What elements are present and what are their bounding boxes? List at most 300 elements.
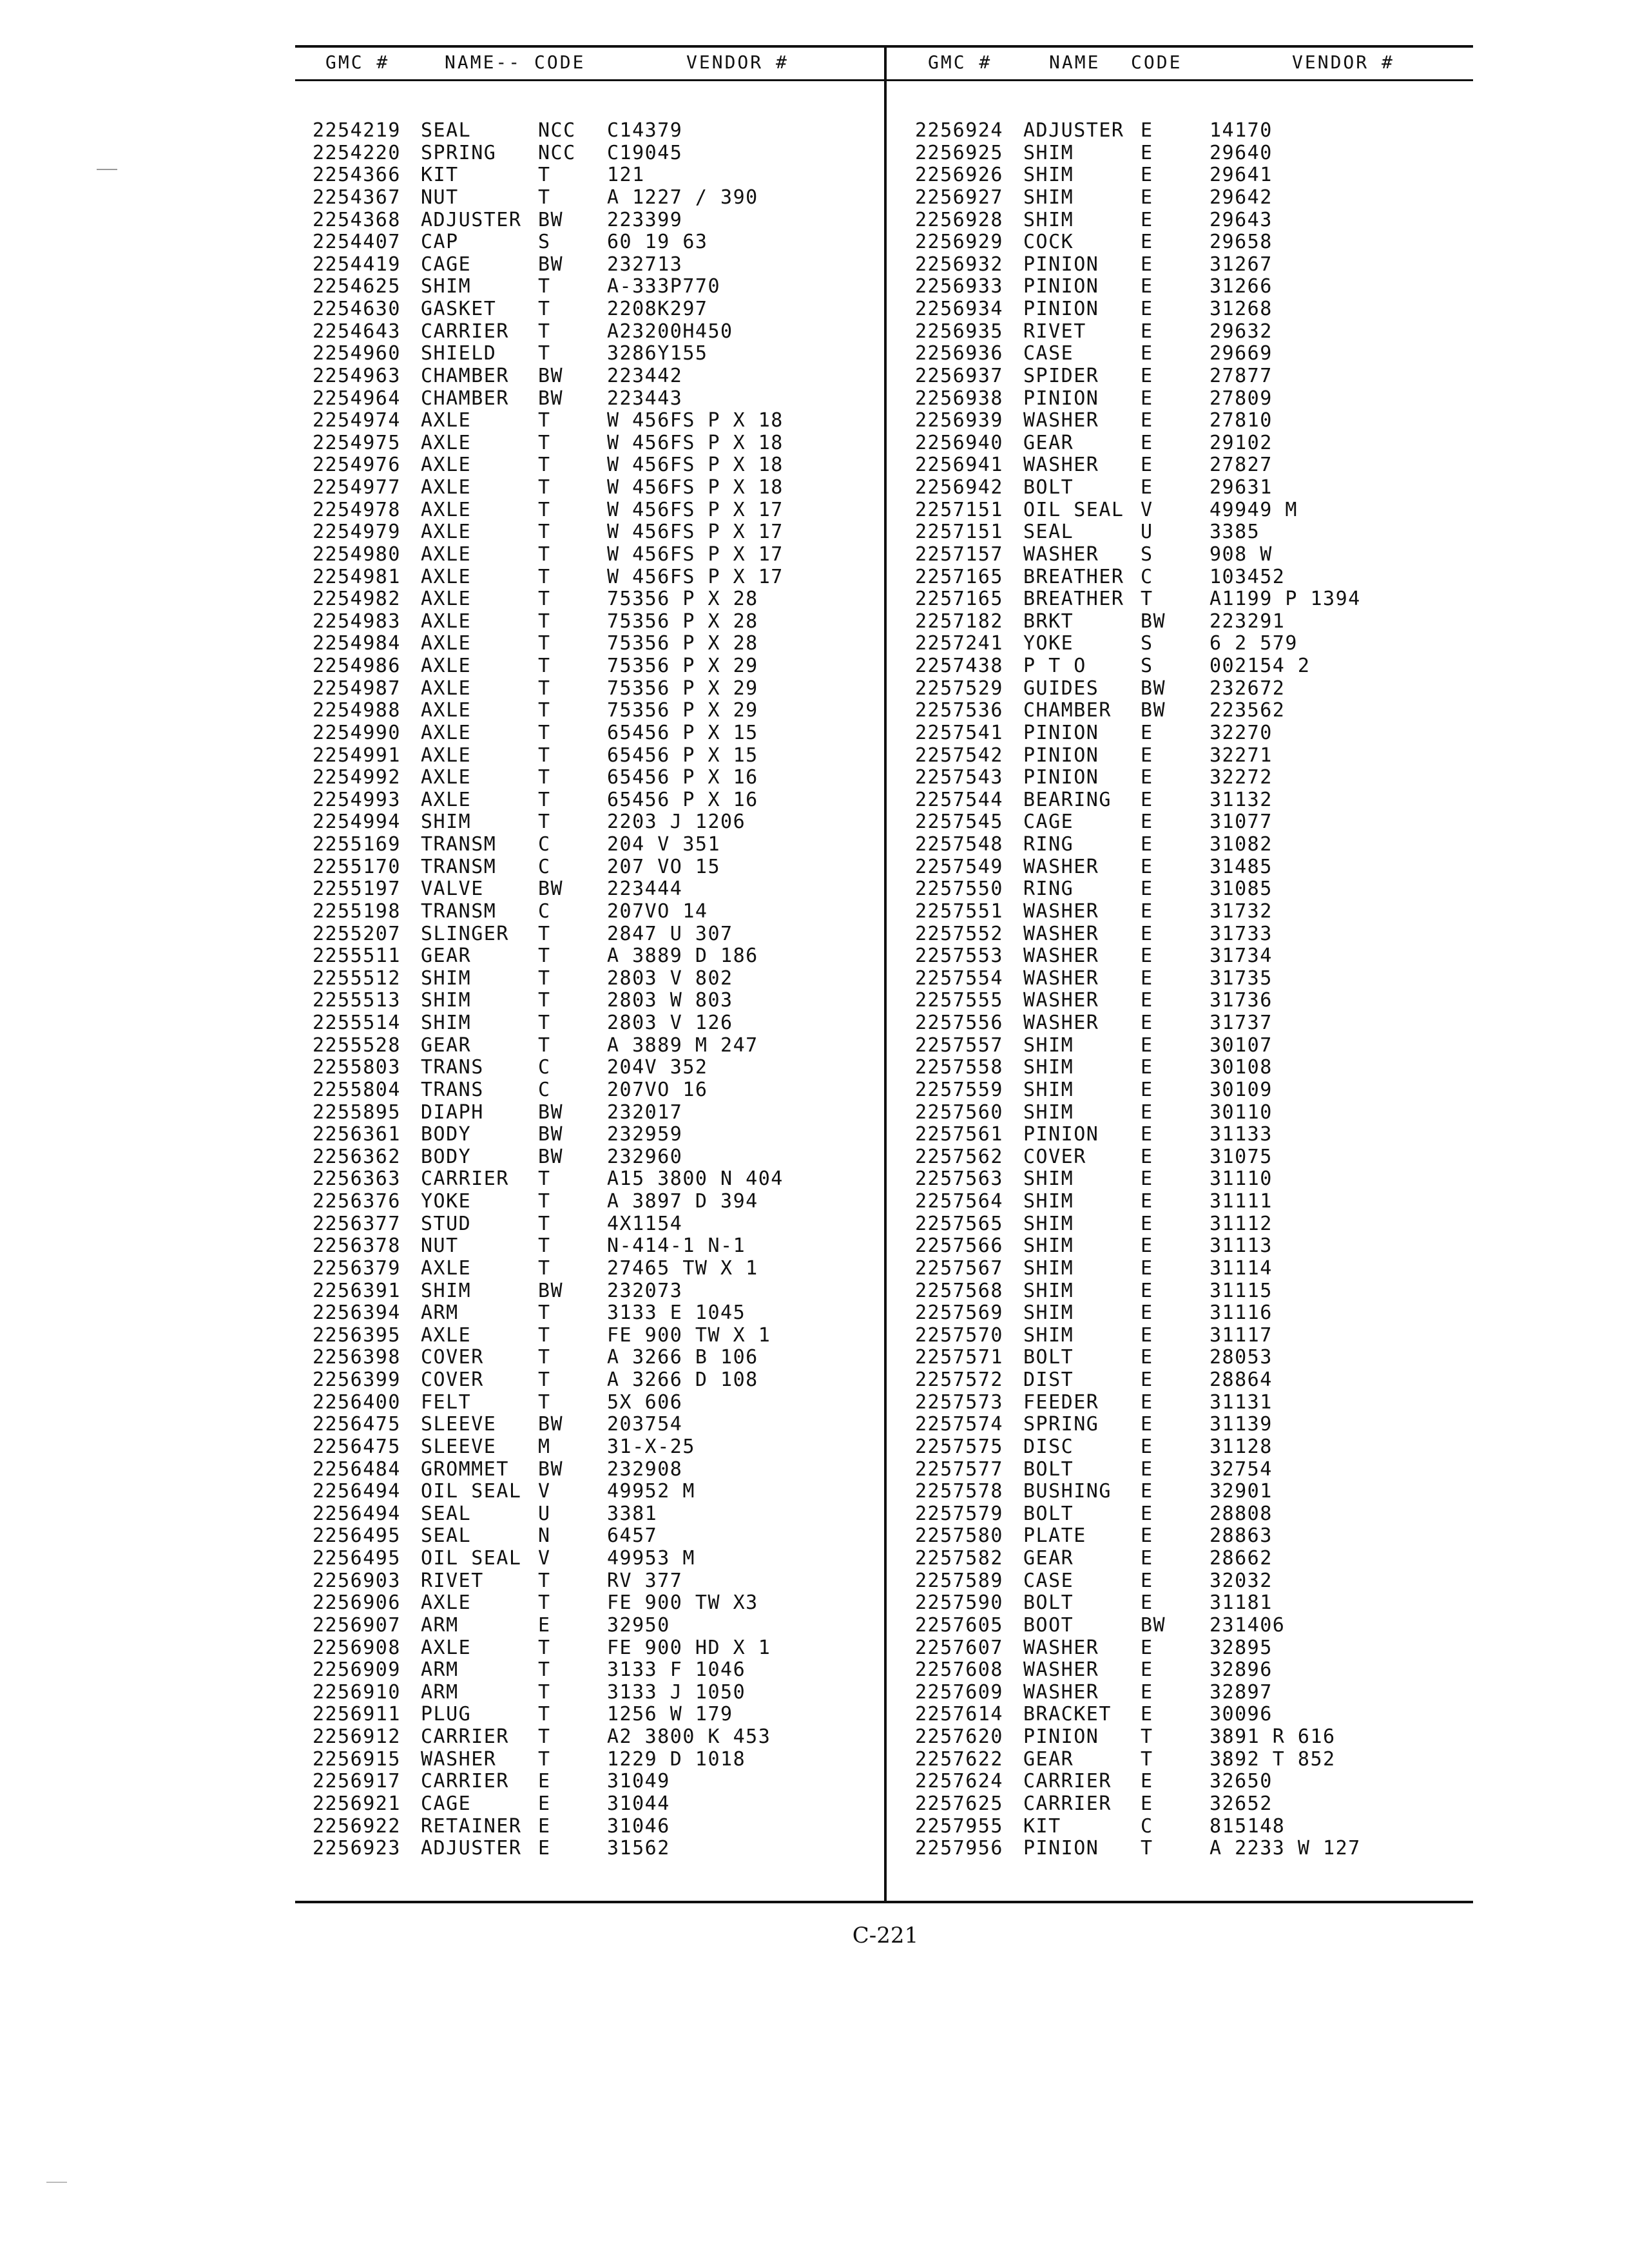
part-code: T — [538, 655, 551, 677]
part-code: T — [538, 766, 551, 789]
part-vendor: 2803 V 802 — [607, 966, 733, 990]
part-code: E — [1141, 298, 1153, 320]
part-code: T — [538, 966, 551, 990]
part-vendor: 6 2 579 — [1210, 632, 1298, 655]
part-code: T — [538, 476, 551, 499]
part-vendor: 28053 — [1210, 1346, 1273, 1369]
part-name: OIL SEAL — [421, 1480, 522, 1503]
part-gmc: 2254994 — [313, 811, 401, 834]
part-name: PINION — [1023, 253, 1099, 276]
part-vendor: 29640 — [1210, 141, 1273, 164]
part-gmc: 2256921 — [313, 1792, 401, 1815]
part-code: E — [538, 1770, 551, 1793]
part-vendor: 29643 — [1210, 208, 1273, 231]
part-gmc: 2257555 — [915, 989, 1003, 1012]
part-gmc: 2257182 — [915, 610, 1003, 633]
part-name: PINION — [1023, 275, 1099, 298]
part-row — [313, 343, 880, 365]
part-name: SHIM — [1023, 1190, 1074, 1213]
part-name: WASHER — [1023, 855, 1099, 878]
part-row — [915, 1280, 1482, 1303]
part-name: WASHER — [1023, 922, 1099, 945]
part-name: GEAR — [1023, 1547, 1074, 1570]
part-row — [313, 700, 880, 722]
part-row — [915, 1682, 1482, 1704]
right-parts-list — [915, 120, 1482, 1860]
part-gmc: 2255528 — [313, 1033, 401, 1057]
part-name: BRKT — [1023, 610, 1074, 633]
part-vendor: 31111 — [1210, 1190, 1273, 1213]
part-name: WASHER — [1023, 945, 1099, 968]
part-row — [915, 1459, 1482, 1481]
part-row — [313, 767, 880, 789]
part-vendor: 49953 M — [607, 1547, 695, 1570]
part-gmc: 2257545 — [915, 811, 1003, 834]
part-row — [313, 745, 880, 767]
part-gmc: 2257589 — [915, 1569, 1003, 1592]
part-name: PLUG — [421, 1703, 472, 1726]
part-code: E — [1141, 1212, 1153, 1235]
part-name: AXLE — [421, 565, 472, 588]
part-name: PINION — [1023, 721, 1099, 744]
part-row — [313, 1704, 880, 1726]
part-vendor: W 456FS P X 17 — [607, 521, 784, 544]
part-code: E — [1141, 454, 1153, 477]
part-code: T — [538, 1725, 551, 1748]
part-name: AXLE — [421, 588, 472, 611]
part-name: ADJUSTER — [1023, 119, 1124, 142]
part-gmc: 2256926 — [915, 164, 1003, 187]
part-name: CARRIER — [421, 1770, 509, 1793]
part-gmc: 2257536 — [915, 699, 1003, 722]
part-code: T — [538, 1390, 551, 1414]
part-gmc: 2256940 — [915, 431, 1003, 454]
part-name: VALVE — [421, 878, 484, 901]
part-vendor: 815148 — [1210, 1814, 1286, 1838]
part-code: BW — [538, 1145, 564, 1168]
part-name: AXLE — [421, 1636, 472, 1659]
part-code: T — [538, 1346, 551, 1369]
part-vendor: W 456FS P X 18 — [607, 409, 784, 432]
part-code: NCC — [538, 119, 576, 142]
part-code: E — [1141, 387, 1153, 410]
part-code: E — [1141, 141, 1153, 164]
part-vendor: 223291 — [1210, 610, 1286, 633]
part-vendor: 30109 — [1210, 1078, 1273, 1101]
part-vendor: 75356 P X 28 — [607, 588, 758, 611]
part-code: M — [538, 1435, 551, 1458]
part-row — [313, 254, 880, 276]
part-vendor: 6457 — [607, 1524, 658, 1548]
part-row — [313, 588, 880, 611]
part-gmc: 2255511 — [313, 945, 401, 968]
part-vendor: 31046 — [607, 1814, 670, 1838]
column-divider — [884, 45, 887, 1903]
part-row — [313, 477, 880, 499]
part-row — [915, 1659, 1482, 1682]
part-code: C — [1141, 1814, 1153, 1838]
part-row — [915, 276, 1482, 298]
part-row — [313, 1726, 880, 1749]
part-code: E — [538, 1613, 551, 1637]
part-code: E — [538, 1792, 551, 1815]
part-code: E — [1141, 766, 1153, 789]
part-name: WASHER — [1023, 1658, 1099, 1682]
part-vendor: 75356 P X 29 — [607, 655, 758, 677]
part-code: E — [1141, 1346, 1153, 1369]
part-row — [915, 566, 1482, 589]
part-code: T — [538, 565, 551, 588]
part-gmc: 2257572 — [915, 1369, 1003, 1391]
part-code: C — [1141, 565, 1153, 588]
part-vendor: 28863 — [1210, 1524, 1273, 1548]
part-row — [915, 432, 1482, 455]
part-gmc: 2257529 — [915, 677, 1003, 700]
part-name: CAGE — [1023, 811, 1074, 834]
part-code: C — [538, 833, 551, 856]
part-vendor: 31128 — [1210, 1435, 1273, 1458]
part-vendor: 232073 — [607, 1279, 683, 1302]
part-code: T — [1141, 588, 1153, 611]
part-code: T — [538, 186, 551, 209]
part-row — [313, 1392, 880, 1414]
part-vendor: 65456 P X 15 — [607, 744, 758, 767]
part-gmc: 2256937 — [915, 364, 1003, 387]
margin-dot — [46, 2182, 67, 2183]
part-row — [313, 1682, 880, 1704]
part-gmc: 2257567 — [915, 1256, 1003, 1280]
part-name: COVER — [421, 1369, 484, 1391]
part-code: T — [538, 677, 551, 700]
part-row — [915, 187, 1482, 209]
part-vendor: 32950 — [607, 1613, 670, 1637]
part-row — [915, 298, 1482, 321]
part-row — [915, 767, 1482, 789]
part-code: E — [1141, 989, 1153, 1012]
part-name: RING — [1023, 833, 1074, 856]
part-code: T — [538, 1703, 551, 1726]
part-row — [915, 968, 1482, 990]
part-code: E — [1141, 1770, 1153, 1793]
part-row — [313, 901, 880, 923]
part-row — [915, 1258, 1482, 1280]
part-row — [915, 1392, 1482, 1414]
part-gmc: 2257151 — [915, 498, 1003, 521]
part-vendor: 3385 — [1210, 521, 1260, 544]
part-row — [313, 1592, 880, 1615]
part-row — [313, 1057, 880, 1079]
part-name: WASHER — [1023, 1012, 1099, 1034]
part-vendor: 75356 P X 28 — [607, 632, 758, 655]
part-row — [313, 1124, 880, 1146]
part-name: BOLT — [1023, 1591, 1074, 1615]
part-code: E — [1141, 1524, 1153, 1548]
part-name: BEARING — [1023, 788, 1112, 811]
part-vendor: 223444 — [607, 878, 683, 901]
part-name: OIL SEAL — [421, 1547, 522, 1570]
part-name: SPIDER — [1023, 364, 1099, 387]
part-name: TRANSM — [421, 855, 497, 878]
part-gmc: 2255169 — [313, 833, 401, 856]
part-row — [915, 1481, 1482, 1503]
part-name: TRANSM — [421, 899, 497, 923]
part-row — [915, 1213, 1482, 1236]
part-vendor: W 456FS P X 17 — [607, 565, 784, 588]
part-row — [313, 521, 880, 544]
part-gmc: 2255513 — [313, 989, 401, 1012]
part-gmc: 2256377 — [313, 1212, 401, 1235]
part-name: BREATHER — [1023, 588, 1124, 611]
margin-mark — [97, 169, 117, 170]
part-vendor: 204 V 351 — [607, 833, 721, 856]
part-gmc: 2254963 — [313, 364, 401, 387]
part-gmc: 2256495 — [313, 1547, 401, 1570]
part-gmc: 2256400 — [313, 1390, 401, 1414]
part-gmc: 2257579 — [915, 1502, 1003, 1525]
part-row — [313, 410, 880, 432]
part-name: RIVET — [1023, 320, 1086, 343]
part-code: E — [1141, 1078, 1153, 1101]
part-row — [915, 209, 1482, 232]
part-row — [313, 1325, 880, 1347]
part-vendor: 75356 P X 28 — [607, 610, 758, 633]
part-code: BW — [538, 253, 564, 276]
part-row — [313, 321, 880, 343]
part-vendor: 75356 P X 29 — [607, 699, 758, 722]
part-row — [915, 901, 1482, 923]
part-vendor: C19045 — [607, 141, 683, 164]
part-name: FELT — [421, 1390, 472, 1414]
part-gmc: 2256394 — [313, 1302, 401, 1325]
part-name: SHIM — [1023, 186, 1074, 209]
part-code: E — [1141, 1168, 1153, 1191]
part-vendor: 203754 — [607, 1413, 683, 1436]
part-row — [313, 834, 880, 856]
part-name: PINION — [1023, 387, 1099, 410]
part-gmc: 2256475 — [313, 1435, 401, 1458]
part-vendor: W 456FS P X 18 — [607, 476, 784, 499]
part-row — [313, 187, 880, 209]
part-code: BW — [1141, 699, 1166, 722]
part-vendor: 29102 — [1210, 431, 1273, 454]
part-vendor: 2803 V 126 — [607, 1012, 733, 1034]
part-name: BOLT — [1023, 1346, 1074, 1369]
part-vendor: 65456 P X 16 — [607, 788, 758, 811]
part-row — [915, 1079, 1482, 1102]
part-code: E — [1141, 1279, 1153, 1302]
part-gmc: 2256923 — [313, 1837, 401, 1860]
part-gmc: 2257609 — [915, 1680, 1003, 1704]
part-vendor: W 456FS P X 18 — [607, 454, 784, 477]
part-row — [313, 1615, 880, 1637]
part-vendor: 32032 — [1210, 1569, 1273, 1592]
part-gmc: 2257571 — [915, 1346, 1003, 1369]
part-row — [915, 1771, 1482, 1793]
part-row — [915, 1302, 1482, 1325]
part-gmc: 2254419 — [313, 253, 401, 276]
part-vendor: A1199 P 1394 — [1210, 588, 1361, 611]
part-gmc: 2255895 — [313, 1100, 401, 1124]
part-row — [915, 477, 1482, 499]
part-gmc: 2256932 — [915, 253, 1003, 276]
part-gmc: 2257556 — [915, 1012, 1003, 1034]
part-code: T — [538, 922, 551, 945]
part-code: BW — [1141, 610, 1166, 633]
part-gmc: 2257577 — [915, 1457, 1003, 1481]
part-name: SEAL — [1023, 521, 1074, 544]
part-vendor: A 2233 W 127 — [1210, 1837, 1361, 1860]
part-vendor: A 1227 / 390 — [607, 186, 758, 209]
part-row — [915, 1124, 1482, 1146]
part-row — [915, 1592, 1482, 1615]
part-name: PINION — [1023, 766, 1099, 789]
part-row — [915, 1503, 1482, 1526]
part-vendor: W 456FS P X 17 — [607, 543, 784, 566]
part-vendor: 65456 P X 15 — [607, 721, 758, 744]
part-name: GUIDES — [1023, 677, 1099, 700]
part-name: SHIELD — [421, 342, 497, 365]
part-name: AXLE — [421, 788, 472, 811]
part-vendor: 28662 — [1210, 1547, 1273, 1570]
part-gmc: 2257550 — [915, 878, 1003, 901]
part-row — [915, 120, 1482, 142]
part-vendor: 30110 — [1210, 1100, 1273, 1124]
part-code: E — [1141, 1369, 1153, 1391]
part-gmc: 2257151 — [915, 521, 1003, 544]
part-gmc: 2257552 — [915, 922, 1003, 945]
part-code: E — [1141, 1413, 1153, 1436]
part-row — [915, 388, 1482, 410]
part-gmc: 2257590 — [915, 1591, 1003, 1615]
part-vendor: 31732 — [1210, 899, 1273, 923]
part-vendor: 29669 — [1210, 342, 1273, 365]
part-row — [915, 1793, 1482, 1816]
part-vendor: 31116 — [1210, 1302, 1273, 1325]
part-gmc: 2257438 — [915, 655, 1003, 677]
part-name: KIT — [1023, 1814, 1061, 1838]
part-gmc: 2257557 — [915, 1033, 1003, 1057]
part-name: PINION — [1023, 1725, 1099, 1748]
part-row — [313, 990, 880, 1012]
part-gmc: 2254977 — [313, 476, 401, 499]
part-row — [313, 1414, 880, 1436]
part-code: T — [538, 1302, 551, 1325]
part-code: C — [538, 1056, 551, 1079]
part-code: T — [1141, 1747, 1153, 1771]
part-name: CARRIER — [421, 1168, 509, 1191]
part-row — [915, 1102, 1482, 1124]
part-code: E — [1141, 1056, 1153, 1079]
part-gmc: 2257956 — [915, 1837, 1003, 1860]
part-gmc: 2257582 — [915, 1547, 1003, 1570]
part-name: PINION — [1023, 1123, 1099, 1146]
part-code: E — [1141, 878, 1153, 901]
part-name: SEAL — [421, 1524, 472, 1548]
part-code: E — [1141, 1033, 1153, 1057]
part-name: CARRIER — [421, 320, 509, 343]
part-row — [313, 298, 880, 321]
part-vendor: 49952 M — [607, 1480, 695, 1503]
part-code: E — [1141, 1235, 1153, 1258]
part-row — [915, 499, 1482, 522]
part-name: BREATHER — [1023, 565, 1124, 588]
part-row — [915, 722, 1482, 745]
part-row — [915, 1570, 1482, 1593]
part-name: PINION — [1023, 298, 1099, 320]
part-code: T — [538, 164, 551, 187]
part-row — [313, 1213, 880, 1236]
part-row — [313, 1102, 880, 1124]
part-gmc: 2254990 — [313, 721, 401, 744]
part-gmc: 2257570 — [915, 1323, 1003, 1347]
part-name: RIVET — [421, 1569, 484, 1592]
part-gmc: 2254964 — [313, 387, 401, 410]
part-code: E — [1141, 1435, 1153, 1458]
part-gmc: 2257554 — [915, 966, 1003, 990]
part-vendor: 2208K297 — [607, 298, 708, 320]
part-code: E — [1141, 1480, 1153, 1503]
part-gmc: 2254366 — [313, 164, 401, 187]
part-row — [313, 142, 880, 165]
part-code: N — [538, 1524, 551, 1548]
part-name: BUSHING — [1023, 1480, 1112, 1503]
part-name: AXLE — [421, 431, 472, 454]
part-gmc: 2254643 — [313, 320, 401, 343]
part-vendor: 31139 — [1210, 1413, 1273, 1436]
part-gmc: 2256395 — [313, 1323, 401, 1347]
part-code: C — [538, 855, 551, 878]
part-vendor: A 3897 D 394 — [607, 1190, 758, 1213]
part-row — [915, 1057, 1482, 1079]
part-row — [915, 923, 1482, 946]
part-name: BODY — [421, 1145, 472, 1168]
part-name: COVER — [421, 1346, 484, 1369]
part-row — [313, 1369, 880, 1392]
part-row — [313, 566, 880, 589]
part-gmc: 2257562 — [915, 1145, 1003, 1168]
part-name: AXLE — [421, 543, 472, 566]
part-name: WASHER — [1023, 543, 1099, 566]
right-header-vendor: VENDOR # — [1292, 52, 1394, 73]
part-row — [915, 789, 1482, 812]
part-name: CHAMBER — [421, 387, 509, 410]
part-vendor: 29631 — [1210, 476, 1273, 499]
part-row — [915, 454, 1482, 477]
part-code: E — [1141, 275, 1153, 298]
part-name: BOLT — [1023, 476, 1074, 499]
part-vendor: 60 19 63 — [607, 231, 708, 254]
part-gmc: 2257157 — [915, 543, 1003, 566]
part-gmc: 2257241 — [915, 632, 1003, 655]
part-gmc: 2254976 — [313, 454, 401, 477]
part-name: AXLE — [421, 454, 472, 477]
part-code: E — [1141, 966, 1153, 990]
part-name: AXLE — [421, 1591, 472, 1615]
part-gmc: 2257622 — [915, 1747, 1003, 1771]
part-row — [313, 164, 880, 187]
part-row — [915, 1325, 1482, 1347]
part-vendor: 28864 — [1210, 1369, 1273, 1391]
part-code: T — [1141, 1837, 1153, 1860]
part-gmc: 2256936 — [915, 342, 1003, 365]
part-code: E — [1141, 253, 1153, 276]
part-gmc: 2257563 — [915, 1168, 1003, 1191]
part-row — [313, 365, 880, 388]
part-name: AXLE — [421, 677, 472, 700]
part-code: E — [1141, 231, 1153, 254]
part-row — [915, 1726, 1482, 1749]
part-gmc: 2255512 — [313, 966, 401, 990]
